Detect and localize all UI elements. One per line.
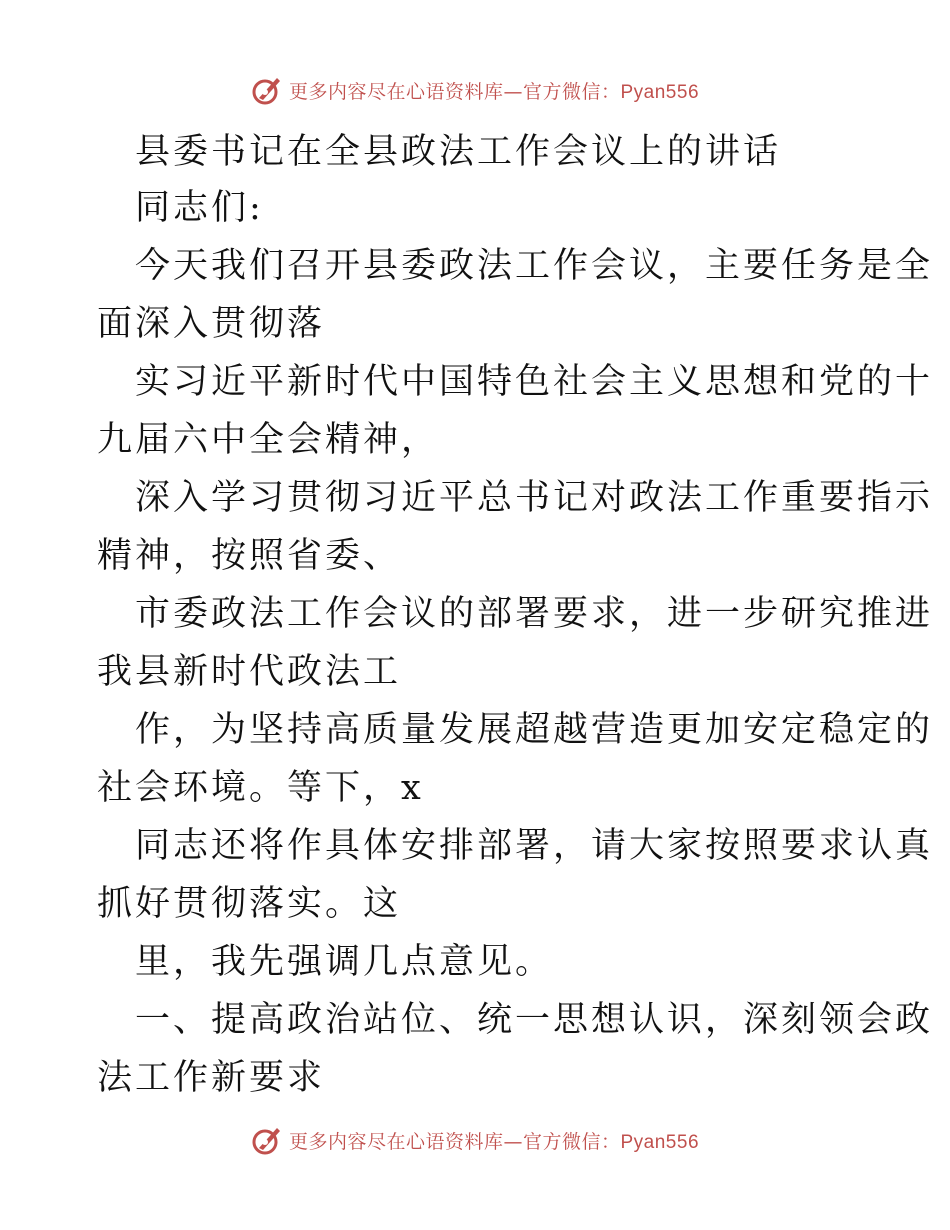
watermark-contact-value: Pyan556	[620, 81, 700, 103]
document-title: 县委书记在全县政法工作会议上的讲话	[135, 132, 782, 172]
section-heading-continued: 法工作新要求	[97, 1058, 326, 1098]
section-heading: 一、提高政治站位、统一思想认识，深刻领会政	[135, 1000, 934, 1040]
paragraph-line: 今天我们召开县委政法工作会议，主要任务是全	[135, 246, 934, 286]
paragraph-line: 里，我先强调几点意见。	[135, 942, 554, 982]
watermark-contact-label: 官方微信：	[522, 1130, 621, 1153]
paragraph-line: 社会环境。等下，x	[97, 768, 424, 808]
paragraph-line: 九届六中全会精神，	[97, 420, 440, 460]
watermark-contact-value: Pyan556	[620, 1131, 700, 1153]
paragraph-line: 同志还将作具体安排部署，请大家按照要求认真	[135, 826, 934, 866]
watermark-contact-label: 官方微信：	[522, 80, 621, 103]
watermark-site-text: 更多内容尽在心语资料库	[288, 1130, 504, 1153]
paragraph-line: 市委政法工作会议的部署要求，进一步研究推进	[135, 594, 934, 634]
quill-logo-icon	[251, 1124, 283, 1156]
paragraph-line: 精神，按照省委、	[97, 536, 402, 576]
paragraph-line: 面深入贯彻落	[97, 304, 326, 344]
paragraph-line: 作，为坚持高质量发展超越营造更加安定稳定的	[135, 710, 934, 750]
watermark-site-text: 更多内容尽在心语资料库	[288, 80, 504, 103]
watermark-text	[289, 77, 699, 104]
header-watermark	[0, 70, 950, 110]
footer-watermark	[0, 1120, 950, 1160]
watermark-text	[289, 1127, 699, 1154]
quill-logo-icon	[251, 74, 283, 106]
paragraph-line: 实习近平新时代中国特色社会主义思想和党的十	[135, 362, 934, 402]
salutation: 同志们:	[135, 188, 264, 228]
paragraph-line: 我县新时代政法工	[97, 652, 402, 692]
paragraph-line: 深入学习贯彻习近平总书记对政法工作重要指示	[135, 478, 934, 518]
watermark-dash: —	[503, 1130, 523, 1153]
paragraph-line: 抓好贯彻落实。这	[97, 884, 402, 924]
watermark-dash: —	[503, 80, 523, 103]
